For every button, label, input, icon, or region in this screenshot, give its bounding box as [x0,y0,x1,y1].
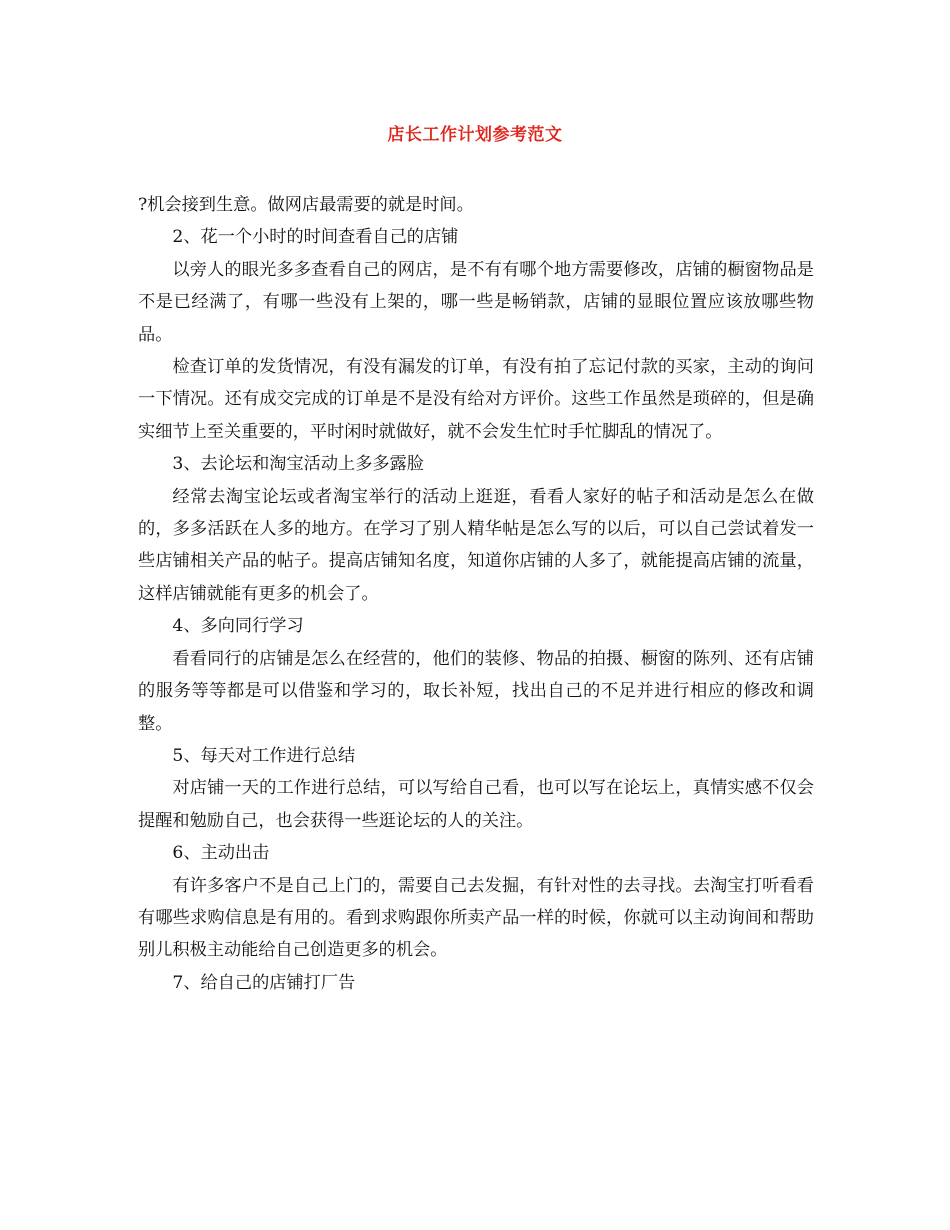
section-heading: 7、给自己的店铺打厂告 [172,972,356,993]
section-heading: 4、多向同行学习 [172,616,304,637]
section-heading: 2、花一个小时的时间查看自己的店铺 [172,227,459,248]
paragraph: 以旁人的眼光多多查看自己的网店，是不有有哪个地方需要修改，店铺的橱窗物品是不是已经满了，有哪一些没有上架的，哪一些是畅销款，店铺的显眼位置应该放哪些物品。 [138,259,814,345]
paragraph: 有许多客户不是自己上门的，需要自己去发掘，有针对性的去寻找。去淘宝打听看看有哪些求购信息是有用的。看到求购跟你所卖产品一样的时候，你就可以主动询间和帮助别儿积极主动能给自己创造更多的机会。 [138,875,814,961]
paragraph: 对店铺一天的工作进行总结，可以写给自己看，也可以写在论坛上，真情实感不仅会提醒和勉励自己，也会获得一些逛论坛的人的关注。 [138,778,814,831]
section-heading: 6、主动出击 [172,843,270,864]
document-body [138,189,814,999]
paragraph: 检查订单的发货情况，有没有漏发的订单，有没有拍了忘记付款的买家，主动的询问一下情况。还有成交完成的订单是不是没有给对方评价。这些工作虽然是琐碎的，但是确实细节上至关重要的，平时闲时就做好，就不会发生忙时手忙脚乱的情况了。 [138,357,814,442]
document-title: 店长工作计划参考范文 [387,125,563,145]
paragraph: 看看同行的店铺是怎么在经营的，他们的装修、物品的拍摄、橱窗的陈列、还有店铺的服务等等都是可以借鉴和学习的，取长补短，找出自己的不足并进行相应的修改和调整。 [138,648,814,734]
paragraph: ?机会接到生意。做网店最需要的就是时间。 [138,195,474,215]
section-heading: 3、去论坛和淘宝活动上多多露脸 [172,454,424,475]
section-heading: 5、每天对工作进行总结 [172,745,356,766]
paragraph: 经常去淘宝论坛或者淘宝举行的活动上逛逛，看看人家好的帖子和活动是怎么在做的，多多活跃在人多的地方。在学习了别人精华帖是怎么写的以后，可以自己尝试着发一些店铺相关产品的帖子。提高店铺知名度，知道你店铺的人多了，就能提高店铺的流量，这样店铺就能有更多的机会了。 [138,486,814,604]
